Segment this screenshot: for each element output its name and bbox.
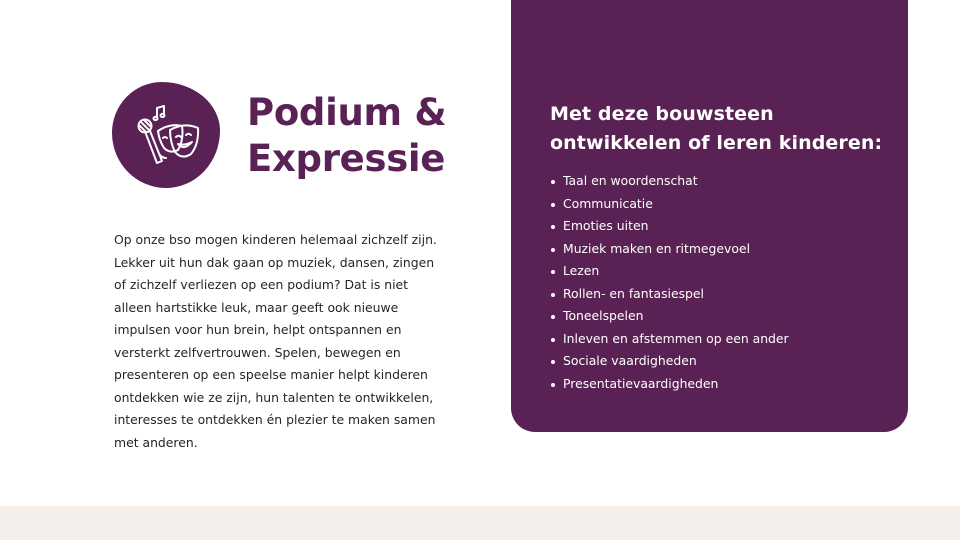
list-item: Communicatie: [550, 193, 890, 216]
page-title: [247, 90, 487, 182]
learning-goals-list: [550, 170, 890, 395]
list-item: Muziek maken en ritmegevoel: [550, 238, 890, 261]
title-line-2: Expressie: [247, 137, 446, 180]
list-item: Toneelspelen: [550, 305, 890, 328]
footer-band: [0, 506, 960, 540]
card-heading-line-1: Met deze bouwsteen: [550, 103, 774, 125]
intro-paragraph: Op onze bso mogen kinderen helemaal zichzelf zijn. Lekker uit hun dak gaan op muziek, dansen, zingen of zichzelf verliezen op een podium? Dat is niet alleen hartstikke leuk, maar geeft ook nieuwe impulsen voor hun brein, helpt ontspannen en versterkt zelfvertrouwen. Spelen, bewegen en presenteren op een speelse manier helpt kinderen ontdekken wie ze zijn, hun talenten te ontwikkelen, interesses te ontdekken én plezier te maken samen met anderen.: [114, 232, 437, 450]
list-item: Lezen: [550, 260, 890, 283]
card-heading: [550, 100, 895, 158]
title-line-1: Podium &: [247, 91, 447, 134]
list-item: Taal en woordenschat: [550, 170, 890, 193]
list-item: Presentatievaardigheden: [550, 373, 890, 396]
list-item: Inleven en afstemmen op een ander: [550, 328, 890, 351]
learning-goals-card: [511, 0, 908, 432]
list-item: Emoties uiten: [550, 215, 890, 238]
microphone-theater-masks-icon: [112, 82, 220, 188]
card-heading-line-2: ontwikkelen of leren kinderen:: [550, 132, 883, 154]
list-item: Rollen- en fantasiespel: [550, 283, 890, 306]
list-item: Sociale vaardigheden: [550, 350, 890, 373]
